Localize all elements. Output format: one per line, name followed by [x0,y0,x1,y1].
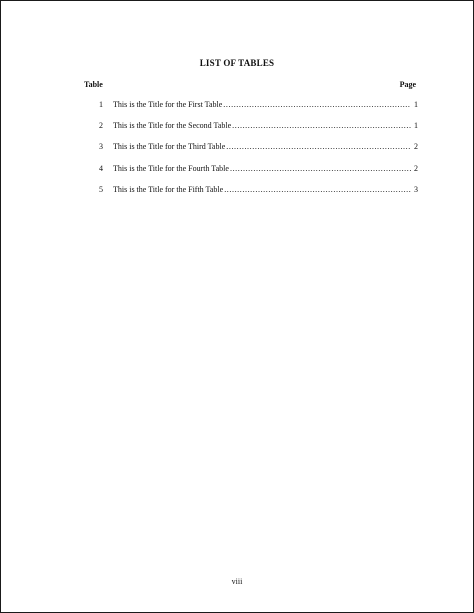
table-title: This is the Title for the Second Table [113,121,232,131]
toc-entry [84,142,418,152]
page-column-heading: Page [399,80,416,89]
table-title: This is the Title for the Third Table [113,142,226,152]
page-title: LIST OF TABLES [199,58,275,68]
dot-leader [224,185,411,195]
table-title: This is the Title for the Fifth Table [113,184,224,194]
table-number: 1 [99,100,103,109]
table-number: 2 [99,121,103,131]
page-reference: 2 [414,142,418,152]
toc-entry [84,164,418,174]
table-number: 4 [99,163,103,173]
table-number: 5 [99,184,103,194]
dot-leader [230,164,411,174]
toc-entry [84,121,418,131]
table-title: This is the Title for the Fourth Table [113,163,229,173]
dot-leader [226,142,411,152]
toc-entry [84,100,418,110]
toc-entry [84,185,418,195]
page-reference: 2 [414,163,418,173]
dot-leader [232,121,411,131]
dot-leader [223,100,411,110]
page-reference: 1 [414,100,418,109]
list-of-tables [84,100,418,206]
table-column-heading: Table [84,80,103,89]
table-number: 3 [99,142,103,152]
table-title: This is the Title for the First Table [113,100,223,109]
page-reference: 3 [414,184,418,194]
page-reference: 1 [414,121,418,131]
page-number: viii [231,577,243,586]
